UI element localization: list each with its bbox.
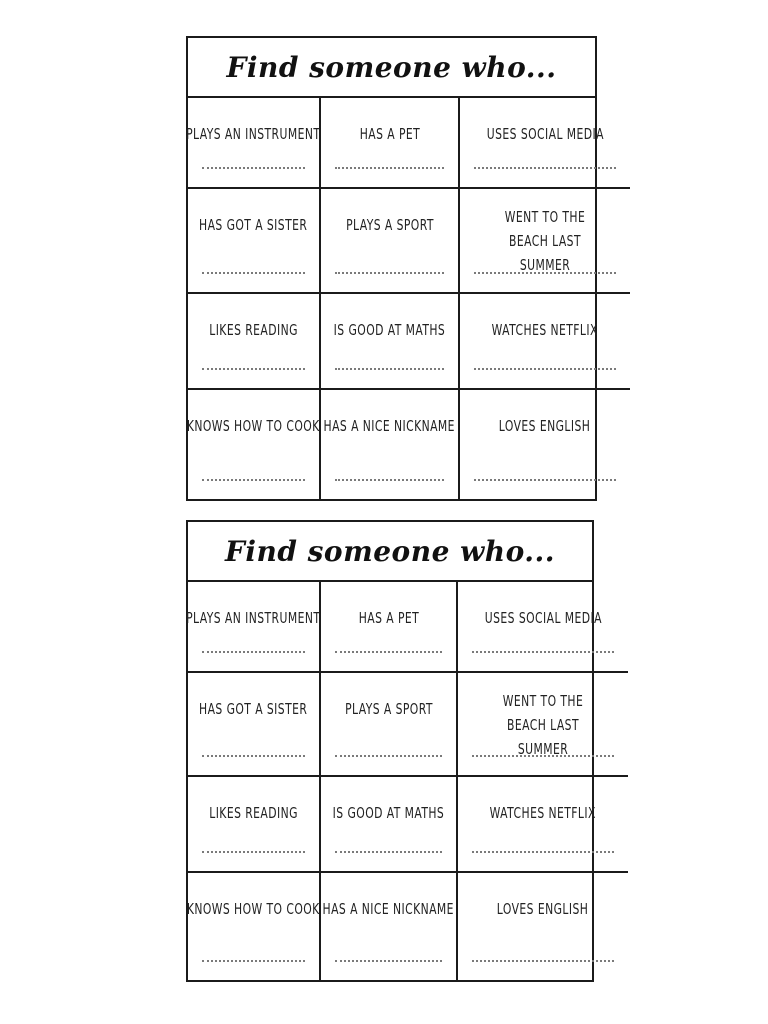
grid-cell	[188, 582, 321, 673]
answer-line	[202, 960, 305, 962]
grid-cell	[188, 189, 321, 294]
answer-line	[335, 755, 442, 757]
grid-cell	[321, 294, 460, 390]
cell-label: PLAYS A SPORT	[345, 216, 434, 234]
answer-line	[335, 851, 442, 853]
answer-line	[335, 479, 444, 481]
answer-line	[472, 851, 614, 853]
grid-cell	[460, 390, 630, 499]
cell-label: IS GOOD AT MATHS	[333, 321, 446, 339]
grid-cell	[321, 873, 458, 980]
worksheet-card-1	[186, 36, 604, 501]
grid-cell	[321, 777, 458, 873]
cell-label: LIKES READING	[209, 804, 298, 822]
grid-cell	[458, 673, 628, 777]
grid-cell	[188, 673, 321, 777]
cell-label: HAS A NICE NICKNAME	[323, 417, 456, 435]
grid-cell	[458, 873, 628, 980]
cell-label: WENT TO THE BEACH LAST SUMMER	[504, 208, 586, 274]
answer-line	[335, 167, 444, 169]
cell-label: HAS A PET	[358, 609, 419, 627]
cell-label: WENT TO THE BEACH LAST SUMMER	[502, 692, 584, 758]
worksheet-card-2	[186, 520, 602, 982]
answer-line	[202, 479, 305, 481]
cell-label: KNOWS HOW TO COOK	[187, 417, 320, 435]
cell-label: HAS GOT A SISTER	[199, 700, 308, 718]
grid-cell	[321, 189, 460, 294]
card-title: Find someone who...	[188, 522, 592, 582]
grid-cell	[458, 582, 628, 673]
answer-line	[472, 651, 614, 653]
grid-cell	[321, 582, 458, 673]
cell-label: PLAYS A SPORT	[344, 700, 433, 718]
answer-line	[202, 368, 305, 370]
bingo-grid	[186, 98, 604, 499]
answer-line	[474, 479, 616, 481]
grid-cell	[188, 777, 321, 873]
cell-label: LOVES ENGLISH	[499, 417, 591, 435]
answer-line	[474, 272, 616, 274]
answer-line	[202, 755, 305, 757]
answer-line	[202, 651, 305, 653]
cell-label: LIKES READING	[209, 321, 298, 339]
cell-label: HAS A PET	[359, 125, 420, 143]
grid-cell	[460, 189, 630, 294]
grid-cell	[460, 98, 630, 189]
cell-label: WATCHES NETFLIX	[489, 804, 597, 822]
answer-line	[335, 651, 442, 653]
grid-cell	[321, 98, 460, 189]
answer-line	[474, 167, 616, 169]
cell-label: PLAYS AN INSTRUMENT	[186, 125, 321, 143]
cell-label: HAS A NICE NICKNAME	[322, 900, 455, 918]
cell-label: KNOWS HOW TO COOK	[187, 900, 320, 918]
grid-cell	[321, 390, 460, 499]
cell-label: IS GOOD AT MATHS	[332, 804, 445, 822]
answer-line	[202, 167, 305, 169]
answer-line	[335, 272, 444, 274]
cell-label: WATCHES NETFLIX	[491, 321, 599, 339]
card-title: Find someone who...	[188, 38, 595, 98]
grid-cell	[188, 98, 321, 189]
bingo-grid	[186, 582, 602, 980]
grid-cell	[188, 294, 321, 390]
answer-line	[472, 755, 614, 757]
cell-label: LOVES ENGLISH	[497, 900, 589, 918]
cell-label: HAS GOT A SISTER	[199, 216, 308, 234]
grid-cell	[188, 390, 321, 499]
answer-line	[335, 960, 442, 962]
grid-cell	[321, 673, 458, 777]
cell-label: PLAYS AN INSTRUMENT	[186, 609, 321, 627]
grid-cell	[188, 873, 321, 980]
answer-line	[472, 960, 614, 962]
answer-line	[335, 368, 444, 370]
grid-cell	[460, 294, 630, 390]
answer-line	[202, 851, 305, 853]
grid-cell	[458, 777, 628, 873]
answer-line	[474, 368, 616, 370]
cell-label: USES SOCIAL MEDIA	[484, 609, 602, 627]
cell-label: USES SOCIAL MEDIA	[486, 125, 604, 143]
answer-line	[202, 272, 305, 274]
